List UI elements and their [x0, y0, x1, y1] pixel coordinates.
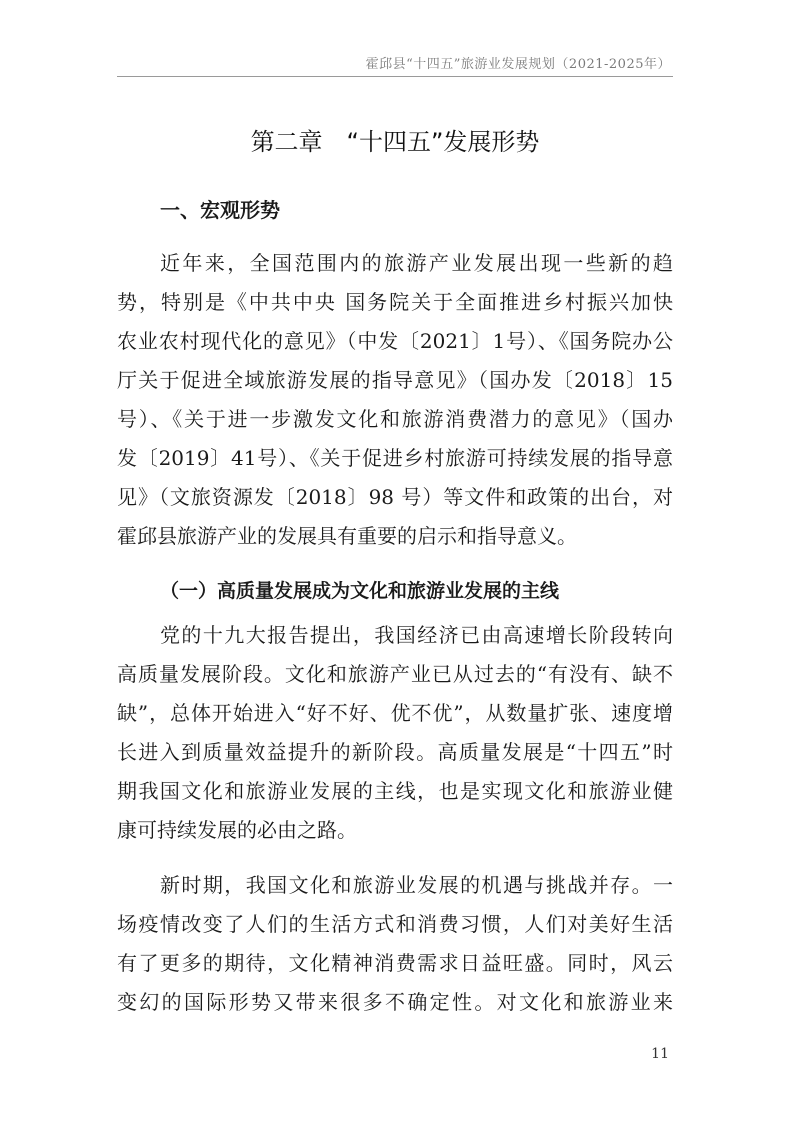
subsection-heading-high-quality: （一）高质量发展成为文化和旅游业发展的主线: [160, 580, 560, 602]
paragraph-line: 长进入到质量效益提升的新阶段。高质量发展是“十四五”时: [117, 740, 673, 764]
paragraph-line: 厅关于促进全域旅游发展的指导意见》（国办发〔2018〕15: [117, 368, 673, 392]
running-header-title: 霍邱县“十四五”旅游业发展规划（2021-2025年）: [365, 57, 671, 72]
page-number: 11: [651, 1046, 669, 1062]
paragraph-line: 见》（文旅资源发〔2018〕98 号）等文件和政策的出台，对: [117, 485, 673, 509]
paragraph-line: 新时期，我国文化和旅游业发展的机遇与挑战并存。一: [160, 873, 673, 897]
paragraph-line: 农业农村现代化的意见》（中发〔2021〕1号）、《国务院办公: [117, 329, 673, 353]
paragraph-line: 期我国文化和旅游业发展的主线，也是实现文化和旅游业健: [117, 779, 673, 803]
paragraph-line: 有了更多的期待，文化精神消费需求日益旺盛。同时，风云: [117, 951, 673, 975]
paragraph-line: 霍邱县旅游产业的发展具有重要的启示和指导意义。: [117, 524, 577, 548]
paragraph-line: 康可持续发展的必由之路。: [117, 818, 357, 842]
paragraph-line: 势，特别是《中共中央 国务院关于全面推进乡村振兴加快: [117, 290, 673, 314]
section-heading-macro: 一、宏观形势: [160, 198, 280, 222]
paragraph-line: 近年来，全国范围内的旅游产业发展出现一些新的趋: [160, 251, 673, 275]
paragraph-line: 号）、《关于进一步激发文化和旅游消费潜力的意见》（国办: [117, 407, 673, 431]
paragraph-line: 缺”，总体开始进入“好不好、优不优”，从数量扩张、速度增: [117, 701, 673, 725]
paragraph-line: 党的十九大报告提出，我国经济已由高速增长阶段转向: [160, 623, 673, 647]
header-divider: [117, 76, 673, 77]
paragraph-line: 场疫情改变了人们的生活方式和消费习惯，人们对美好生活: [117, 912, 673, 936]
chapter-title: 第二章 “十四五”发展形势: [250, 128, 540, 156]
paragraph-line: 高质量发展阶段。文化和旅游产业已从过去的“有没有、缺不: [117, 662, 673, 686]
paragraph-line: 变幻的国际形势又带来很多不确定性。对文化和旅游业来: [117, 990, 673, 1014]
paragraph-line: 发〔2019〕41号）、《关于促进乡村旅游可持续发展的指导意: [117, 446, 673, 470]
